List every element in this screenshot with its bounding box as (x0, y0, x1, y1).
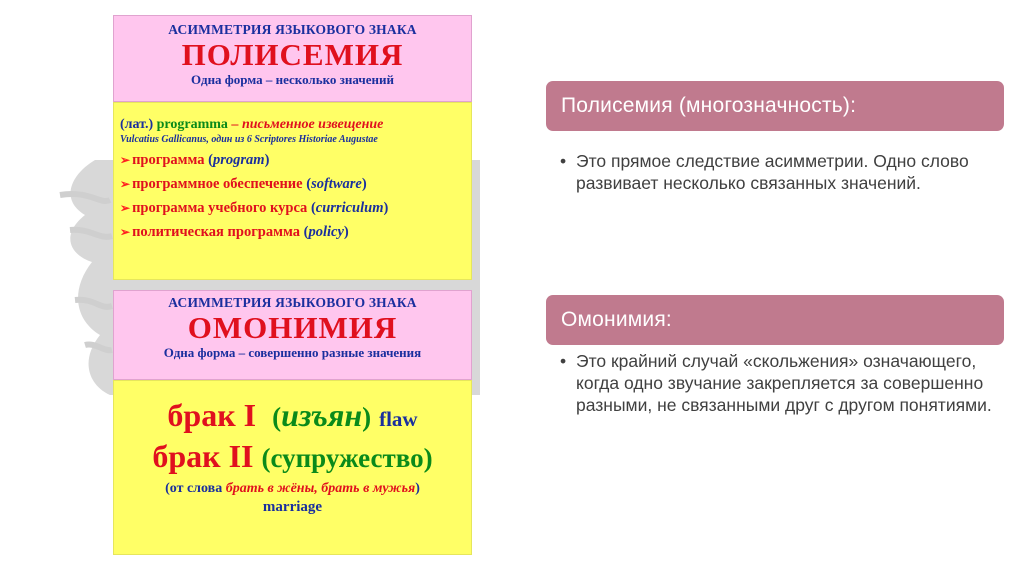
latin-prefix: (лат.) (120, 117, 154, 132)
latin-meaning: письменное извещение (241, 117, 384, 132)
meaning-ru: программа учебного курса (132, 200, 308, 216)
homonymy-card-header (113, 290, 472, 380)
homonymy-heading: Омонимия: (546, 295, 1004, 345)
brak-1-line: брак I (изъян) flaw (167, 397, 418, 433)
homonymy-card (113, 290, 472, 555)
origin-phrase: брать в жёны, брать в мужья (225, 481, 416, 496)
bullet-dot-icon: • (560, 151, 567, 171)
arrow-bullet-icon: ➢ (120, 225, 131, 239)
meaning-en: policy (308, 224, 344, 240)
polysemy-card-header (113, 15, 472, 102)
polysemy-card (113, 15, 472, 280)
polysemy-bullet-text: Это прямое следствие асимметрии. Одно слово развивает несколько связанных значений. (576, 151, 969, 193)
latin-origin-line (120, 117, 465, 133)
polysemy-card-body (113, 102, 472, 280)
brak-2-meaning: (супружество) (261, 443, 433, 473)
brak-2-line (120, 438, 465, 475)
homonymy-bullet (560, 350, 1000, 416)
homonymy-bullet-text: Это крайний случай «скольжения» означающего, когда одно звучание закрепляется за совершенно разными, не связанными друг с другом понятиями. (576, 351, 992, 415)
homonymy-card-caption: Одна форма – совершенно разные значения (163, 345, 422, 360)
polysemy-heading: Полисемия (многозначность): (546, 81, 1004, 131)
brak-1-english: flaw (379, 407, 418, 431)
polysemy-card-title: ПОЛИСЕМИЯ (181, 37, 404, 72)
bullet-dot-icon: • (560, 351, 567, 371)
meaning-ru: программное обеспечение (132, 176, 303, 192)
origin-prefix: (от слова (165, 481, 226, 496)
meaning-en: curriculum (315, 200, 384, 216)
brak-2-english: marriage (262, 499, 323, 515)
homonymy-card-subtitle: АСИММЕТРИЯ ЯЗЫКОВОГО ЗНАКА (168, 295, 417, 310)
meaning-en: program (213, 152, 265, 168)
origin-line (120, 481, 465, 497)
polysemy-bullet (560, 150, 1000, 194)
origin-suffix: ) (415, 481, 420, 496)
source-line: Vulcatius Gallicanus, один из 6 Scriptores Historiae Augustae (120, 134, 378, 145)
meaning-ru: программа (132, 152, 205, 168)
meaning-ru: политическая программа (132, 224, 300, 240)
meaning-en: software (311, 176, 362, 192)
brak-2-word: брак II (152, 438, 254, 474)
arrow-bullet-icon: ➢ (120, 201, 131, 215)
homonymy-card-body (113, 380, 472, 555)
meaning-item: ➢ программа (program) (120, 152, 270, 168)
brak-1-meaning: изъян (281, 397, 363, 433)
latin-word: programma (156, 117, 228, 132)
meaning-item: ➢ программа учебного курса (curriculum) (120, 200, 389, 216)
meaning-item: ➢ политическая программа (policy) (120, 224, 349, 240)
latin-dash: – (227, 117, 242, 132)
polysemy-card-subtitle: АСИММЕТРИЯ ЯЗЫКОВОГО ЗНАКА (168, 22, 417, 37)
homonymy-card-title: ОМОНИМИЯ (187, 310, 398, 345)
arrow-bullet-icon: ➢ (120, 153, 131, 167)
arrow-bullet-icon: ➢ (120, 177, 131, 191)
polysemy-card-caption: Одна форма – несколько значений (191, 72, 394, 87)
meaning-item: ➢ программное обеспечение (software) (120, 176, 367, 192)
brak-1-word: брак I (167, 397, 257, 433)
